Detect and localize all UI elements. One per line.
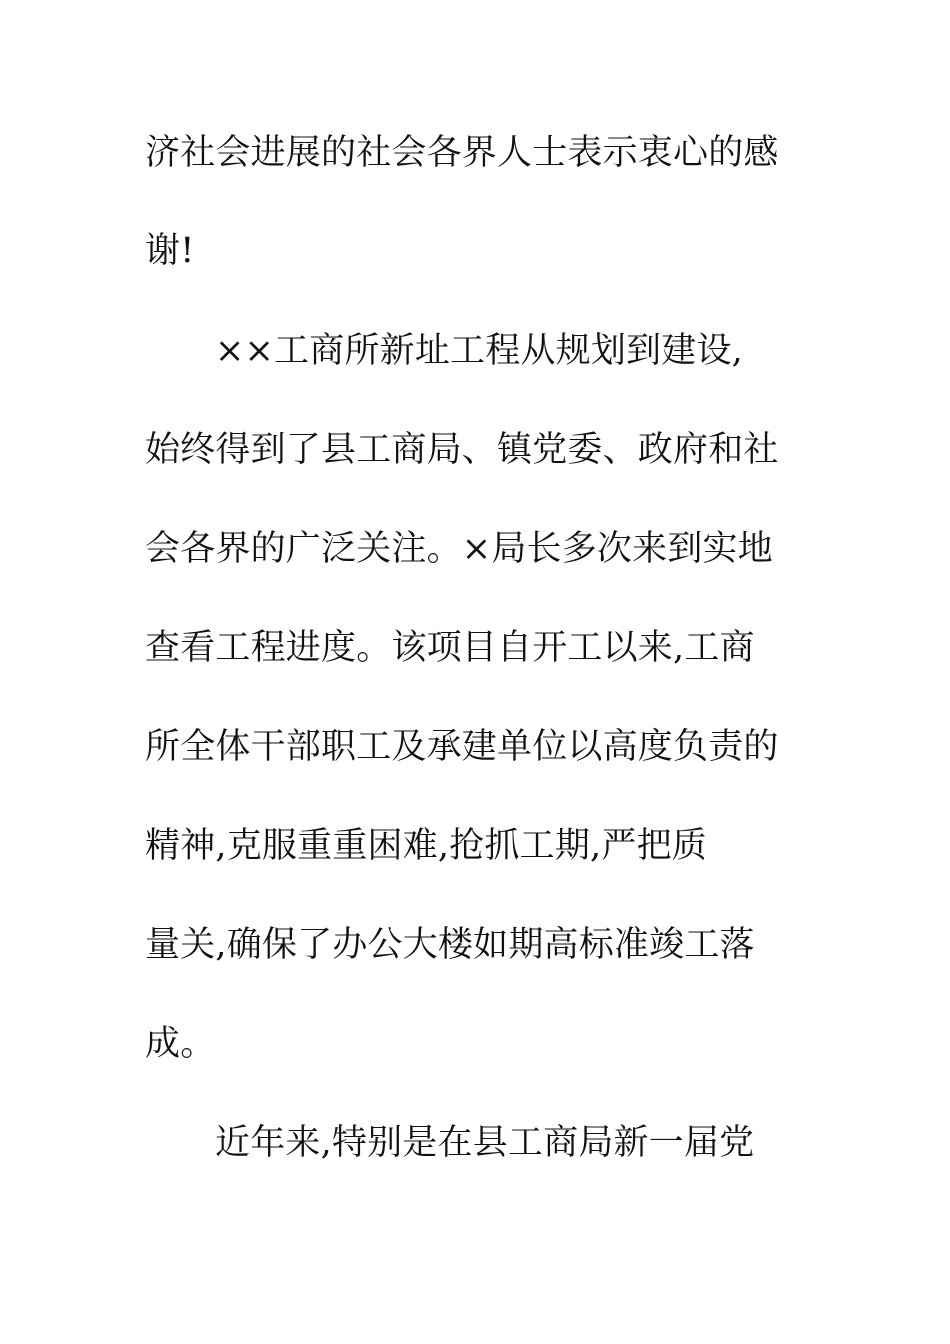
text-line: 始终得到了县工商局、镇党委、政府和社: [145, 430, 779, 470]
text-line: 济社会进展的社会各界人士表示衷心的感: [145, 133, 779, 173]
text-line: 查看工程进度。该项目自开工以来,工商: [145, 628, 755, 668]
text-line: 精神,克服重重困难,抢抓工期,严把质: [145, 826, 707, 866]
text-line: 量关,确保了办公大楼如期高标准竣工落: [145, 925, 755, 965]
text-line: 所全体干部职工及承建单位以高度负责的: [145, 727, 779, 767]
text-line: 成。: [145, 1024, 216, 1064]
text-line: 谢!: [145, 231, 195, 271]
text-line: ××工商所新址工程从规划到建设,: [215, 331, 743, 371]
text-line: 近年来,特别是在县工商局新一届党: [215, 1123, 755, 1163]
text-line: 会各界的广泛关注。×局长多次来到实地: [145, 529, 773, 569]
